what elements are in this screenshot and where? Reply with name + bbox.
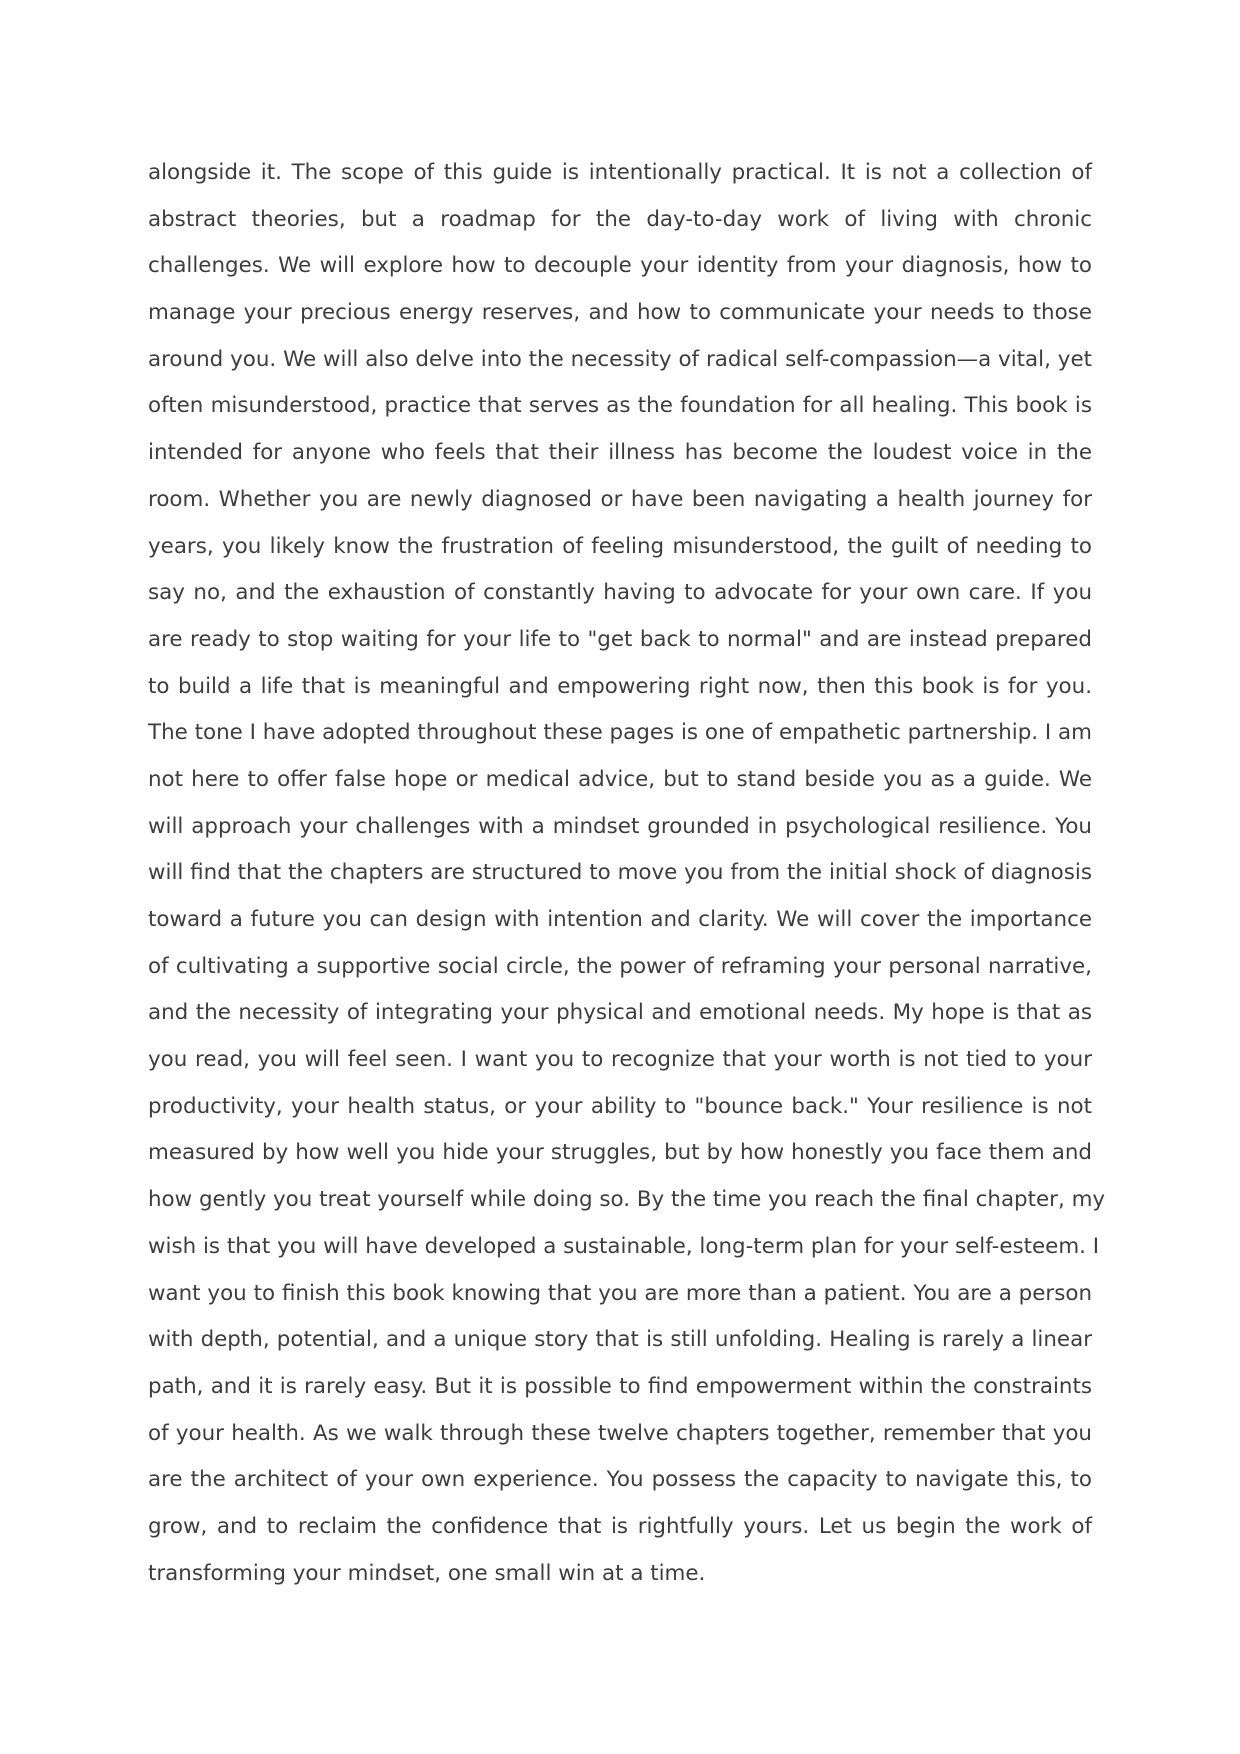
text-line: you read, you will feel seen. I want you to recognize that your worth is not tied to your <box>148 1047 1092 1073</box>
text-line: are ready to stop waiting for your life to "get back to normal" and are instead prepared <box>148 626 1092 652</box>
text-line: years, you likely know the frustration of feeling misunderstood, the guilt of needing to <box>148 533 1092 559</box>
text-line: productivity, your health status, or your ability to "bounce back." Your resilience is not <box>148 1093 1092 1119</box>
text-line: toward a future you can design with intention and clarity. We will cover the importance <box>148 907 1092 932</box>
text-line: will approach your challenges with a mindset grounded in psychological resilience. You <box>148 813 1092 839</box>
text-line: abstract theories, but a roadmap for the day-to-day work of living with chronic <box>148 206 1092 232</box>
text-line: The tone I have adopted throughout these pages is one of empathetic partnership. I am <box>148 720 1092 746</box>
text-line: of your health. As we walk through these twelve chapters together, remember that you <box>148 1420 1092 1446</box>
text-line: challenges. We will explore how to decouple your identity from your diagnosis, how to <box>148 253 1092 279</box>
text-line: not here to offer false hope or medical advice, but to stand beside you as a guide. We <box>148 766 1092 792</box>
text-line: say no, and the exhaustion of constantly having to advocate for your own care. If you <box>148 580 1092 606</box>
text-line: and the necessity of integrating your physical and emotional needs. My hope is that as <box>148 1000 1092 1026</box>
text-line: wish is that you will have developed a sustainable, long-term plan for your self-esteem. I <box>148 1233 1100 1259</box>
text-line: of cultivating a supportive social circle, the power of reframing your personal narrative, <box>148 953 1092 979</box>
text-line: to build a life that is meaningful and empowering right now, then this book is for you. <box>148 673 1092 699</box>
text-line: manage your precious energy reserves, and how to communicate your needs to those <box>148 300 1092 326</box>
text-line: are the architect of your own experience. You possess the capacity to navigate this, to <box>148 1467 1092 1493</box>
text-line: around you. We will also delve into the necessity of radical self-compassion—a vital, yet <box>148 346 1092 372</box>
text-line: intended for anyone who feels that their illness has become the loudest voice in the <box>148 440 1092 466</box>
text-line: grow, and to reclaim the confidence that is rightfully yours. Let us begin the work of <box>148 1513 1092 1539</box>
body-paragraph <box>148 150 1106 1597</box>
text-line: measured by how well you hide your struggles, but by how honestly you face them and <box>148 1140 1092 1166</box>
text-line: often misunderstood, practice that serves as the foundation for all healing. This book is <box>148 393 1092 419</box>
text-line: how gently you treat yourself while doing so. By the time you reach the final chapter, my <box>148 1187 1106 1213</box>
text-line: with depth, potential, and a unique story that is still unfolding. Healing is rarely a linear <box>148 1327 1092 1353</box>
text-line: transforming your mindset, one small win at a time. <box>148 1560 706 1586</box>
text-line: will find that the chapters are structured to move you from the initial shock of diagnosis <box>148 860 1092 886</box>
text-line: want you to finish this book knowing that you are more than a patient. You are a person <box>148 1280 1092 1306</box>
text-line: path, and it is rarely easy. But it is possible to find empowerment within the constraints <box>148 1373 1092 1399</box>
text-line: alongside it. The scope of this guide is intentionally practical. It is not a collection of <box>148 160 1092 185</box>
text-line: room. Whether you are newly diagnosed or have been navigating a health journey for <box>148 486 1092 512</box>
